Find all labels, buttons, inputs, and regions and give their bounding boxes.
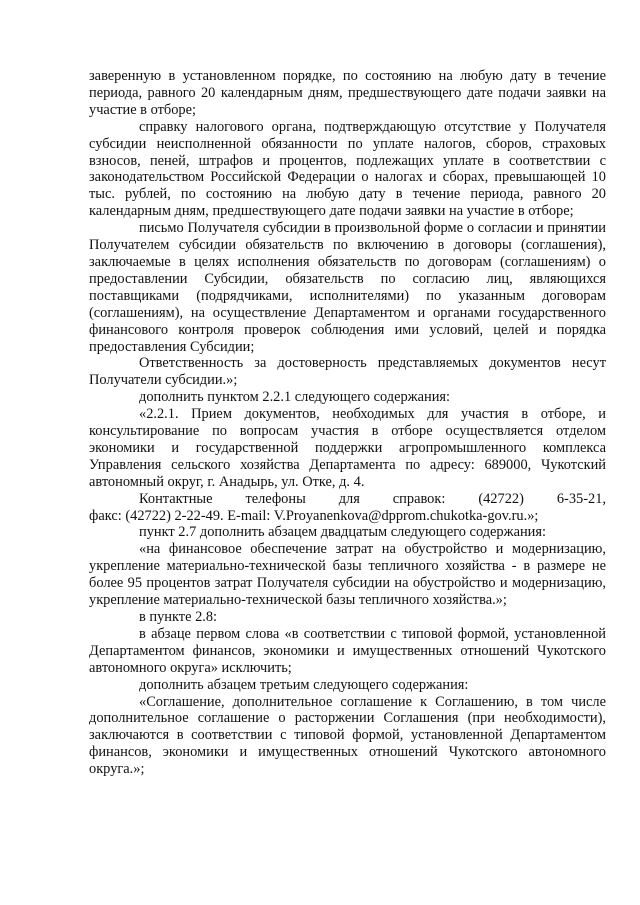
paragraph-10: в пункте 2.8: — [139, 609, 218, 625]
paragraph-1: справку налогового органа, подтверждающую отсутствие у Получателя субсидии неисполненной обязанности по уплате налогов, сборов, страховых взносов, пеней, штрафов и процентов, подлежащих уплате в соответствии с законодательством Российской Федерации о налогах и сборах, превышающей 10 тыс. рублей, по состоянию на любую дату в течение периода, равного 20 календарным дням, предшествующего дате подачи заявки на участие в отборе; — [89, 118, 606, 220]
paragraph-8: пункт 2.7 дополнить абзацем двадцатым следующего содержания: — [139, 524, 546, 541]
paragraph-13: «Соглашение, дополнительное соглашение к Соглашению, в том числе дополнительное соглашение о расторжении Соглашения (при необходимости), заключаются в соответствии с типовой формой, установленной Департаментом финансов, экономики и имущественных отношений Чукотского автономного округа.»; — [89, 693, 606, 778]
paragraph-9: «на финансовое обеспечение затрат на обустройство и модернизацию, укрепление материально-технической базы тепличного хозяйства - в размере не более 95 процентов затрат Получателя субсидии на обустройство и модернизацию, укрепление материально-технической базы тепличного хозяйства.»; — [89, 541, 606, 609]
document-page — [89, 68, 606, 778]
paragraph-6-contact-phones: Контактные телефоны для справок: (42722) 6-35-21, — [139, 490, 606, 507]
paragraph-7-fax-email: факс: (42722) 2-22-49. E-mail: V.Proyanenkova@dpprom.chukotka-gov.ru.»; — [89, 507, 539, 524]
paragraph-11: в абзаце первом слова «в соответствии с типовой формой, установленной Департаментом финансов, экономики и имущественных отношений Чукотского автономного округа» исключить; — [89, 625, 606, 676]
paragraph-0: заверенную в установленном порядке, по состоянию на любую дату в течение периода, равного 20 календарным дням, предшествующего дате подачи заявки на участие в отборе; — [89, 68, 606, 118]
paragraph-3: Ответственность за достоверность представляемых документов несут Получатели субсидии.»; — [89, 355, 606, 389]
paragraph-2: письмо Получателя субсидии в произвольной форме о согласии и принятии Получателем субсидии обязательств по включению в договоры (соглашения), заключаемые в целях исполнения обязательств по договорам (соглашениям) о предоставлении Субсидии, обязательств по согласию лиц, являющихся поставщиками (подрядчиками, исполнителями) по указанным договорам (соглашениям), на осуществление Департаментом и органами государственного финансового контроля проверок соблюдения ими условий, целей и порядка предоставления Субсидии; — [89, 220, 606, 355]
paragraph-4: дополнить пунктом 2.2.1 следующего содержания: — [139, 389, 451, 406]
paragraph-12: дополнить абзацем третьим следующего содержания: — [139, 676, 469, 693]
paragraph-5: «2.2.1. Прием документов, необходимых для участия в отборе, и консультирование по вопросам участия в отборе осуществляется отделом экономики и государственной поддержки агропромышленного комплекса Управления сельского хозяйства Департамента по адресу: 689000, Чукотский автономный округ, г. Анадырь, ул. Отке, д. 4. — [89, 406, 606, 490]
